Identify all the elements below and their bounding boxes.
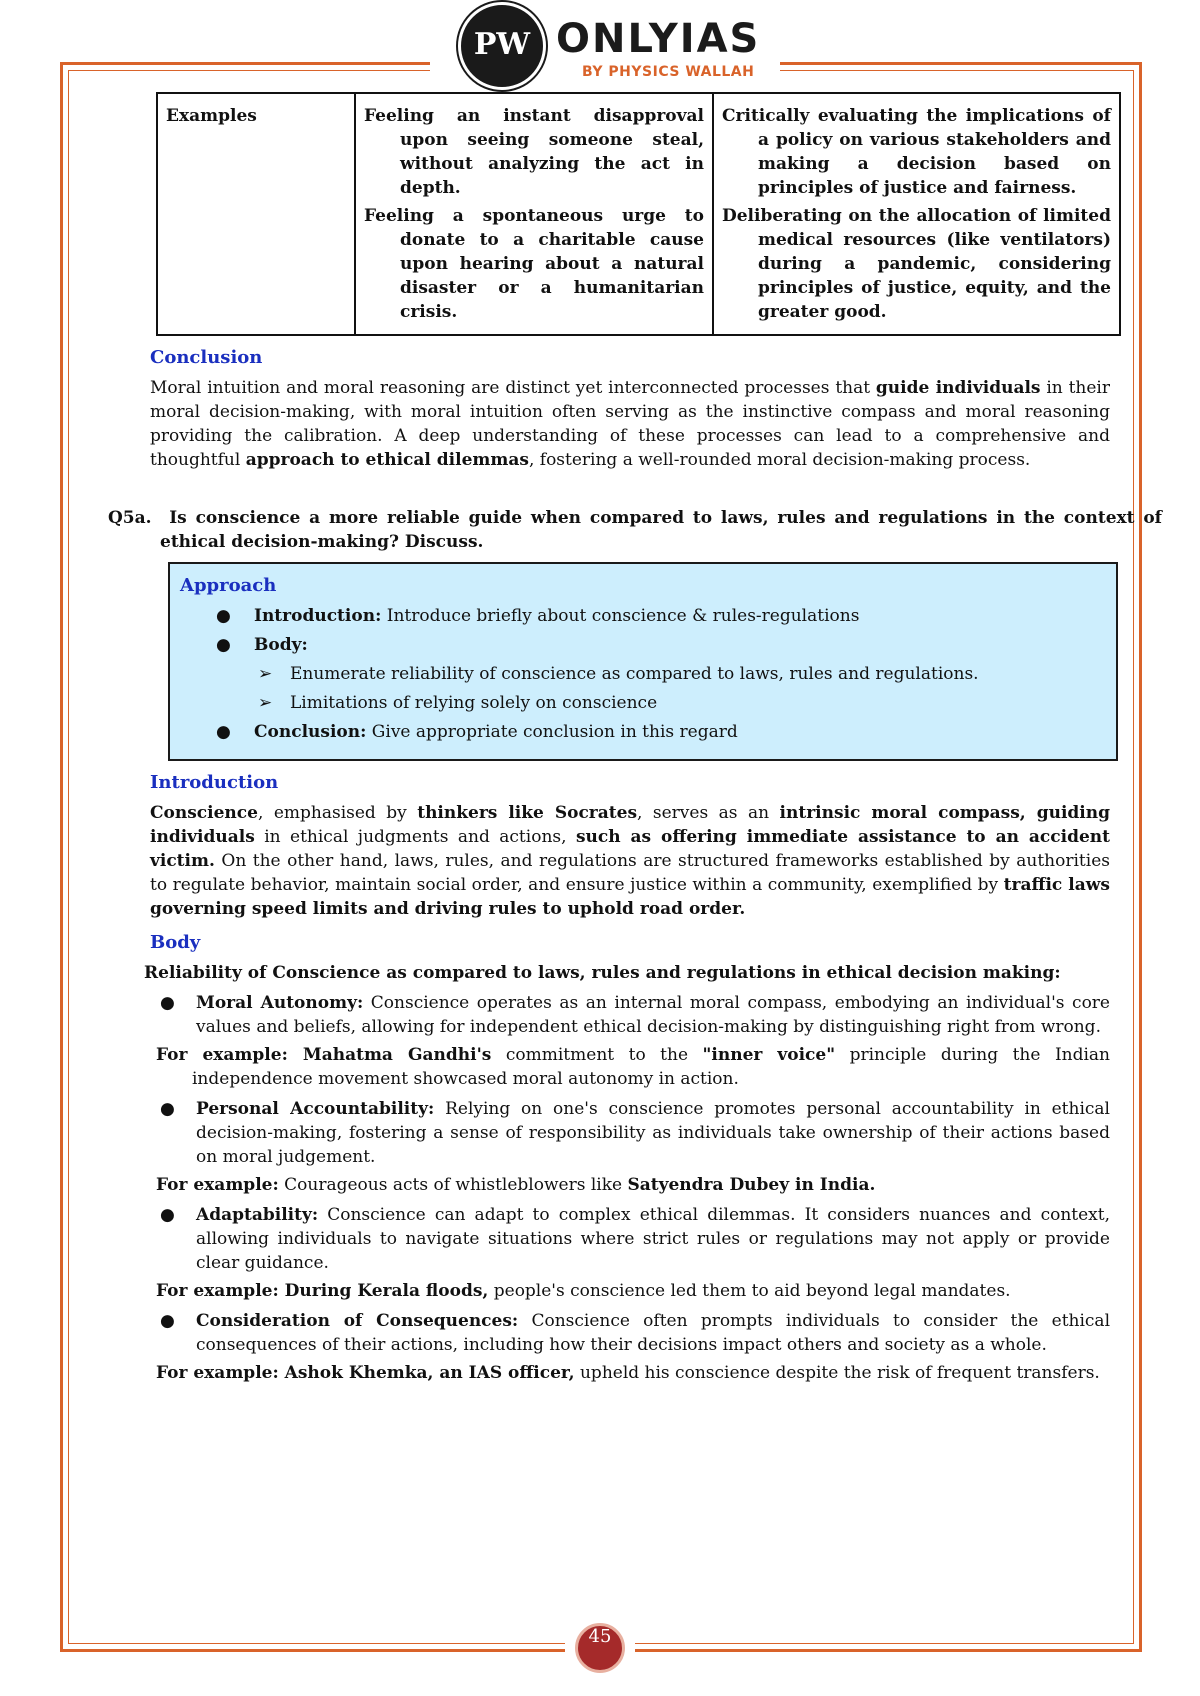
example-line — [150, 1279, 1110, 1303]
list-item — [150, 991, 1110, 1039]
text: , serves as an — [637, 803, 780, 823]
brand-name: ONLYIAS — [556, 16, 761, 62]
list-item — [150, 1097, 1110, 1169]
text: Conscience can adapt to complex ethical dilemmas. It considers nuances and context, allowing individuals to navigate situations where strict rules or regulations may not apply or provide clear guidance. — [196, 1205, 1110, 1273]
approach-item — [180, 633, 1104, 657]
bullet-icon: ● — [160, 993, 175, 1013]
label: Introduction: — [254, 606, 382, 626]
body-lead: Reliability of Conscience as compared to laws, rules and regulations in ethical decision making: — [144, 963, 1061, 983]
text: in ethical judgments and actions, — [254, 827, 576, 847]
text: Conscience often prompts individuals to consider the ethical consequences of their actions, including how their decisions impact others and society as a whole. — [196, 1311, 1111, 1355]
introduction-heading: Introduction — [150, 772, 279, 793]
table-cell-intuition — [355, 93, 713, 335]
label: Adaptability: — [196, 1205, 319, 1225]
question-number: Q5a. — [108, 508, 152, 528]
list-item — [150, 1203, 1110, 1275]
arrow-bullet-icon: ➢ — [258, 693, 273, 713]
bold-text: intrinsic moral compass, guiding individuals — [150, 803, 1111, 847]
approach-subitem — [180, 662, 1104, 686]
text: in their moral decision-making, with moral intuition often serving as the instinctive compass and moral reasoning providing the calibration. A deep understanding of these processes can lead to a comprehensive and thoughtful — [150, 378, 1110, 470]
row-label: Examples — [166, 106, 257, 126]
conclusion-paragraph — [150, 376, 1110, 472]
approach-subitem — [180, 691, 1104, 715]
text: upheld his conscience despite the risk of frequent transfers. — [574, 1363, 1100, 1383]
introduction-paragraph — [150, 801, 1110, 921]
label: For example: — [156, 1045, 288, 1065]
bold-text: guide individuals — [875, 378, 1041, 398]
bold-text: Conscience — [150, 803, 258, 823]
list-item — [150, 1309, 1110, 1357]
label: Moral Autonomy: — [196, 993, 364, 1013]
body-heading: Body — [150, 932, 201, 953]
example-line — [150, 1043, 1110, 1091]
example-line — [150, 1361, 1110, 1385]
approach-item — [180, 604, 1104, 628]
text: Moral intuition and moral reasoning are distinct yet interconnected processes that — [150, 378, 876, 398]
example-line — [150, 1173, 1110, 1197]
text: On the other hand, laws, rules, and regulations are structured frameworks established by authorities to regulate behavior, maintain social order, and ensure justice within a community, exemplified by — [150, 851, 1110, 895]
label: Consideration of Consequences: — [196, 1311, 519, 1331]
label: Body: — [254, 635, 308, 655]
bullet-icon: ● — [216, 606, 231, 626]
pw-logo-mark: PW — [473, 27, 531, 62]
label: Conclusion: — [254, 722, 367, 742]
page-number: 45 — [575, 1623, 625, 1673]
text: Enumerate reliability of conscience as compared to laws, rules and regulations. — [290, 664, 979, 684]
example-item: Feeling an instant disapproval upon seeing someone steal, without analyzing the act in depth. — [364, 106, 704, 198]
bold-text: such as offering immediate assistance to an accident victim. — [150, 827, 1110, 871]
text: people's conscience led them to aid beyond legal mandates. — [488, 1281, 1011, 1301]
bullet-icon: ● — [160, 1311, 175, 1331]
approach-box — [168, 562, 1118, 761]
example-item: Feeling a spontaneous urge to donate to a charitable cause upon hearing about a natural disaster or a humanitarian crisis. — [364, 206, 704, 322]
label: For example: During Kerala floods, — [156, 1281, 489, 1301]
bold-text: traffic laws governing speed limits and driving rules to uphold road order. — [150, 875, 1110, 919]
example-item: Deliberating on the allocation of limited medical resources (like ventilators) during a pandemic, considering principles of justice, equity, and the greater good. — [722, 206, 1111, 322]
bold-text: thinkers like Socrates — [417, 803, 638, 823]
label: Personal Accountability: — [196, 1099, 435, 1119]
brand-subtitle: BY PHYSICS WALLAH — [582, 64, 755, 80]
bold-text: "inner voice" — [702, 1045, 836, 1065]
table-row — [157, 93, 1120, 335]
bold-text: Mahatma Gandhi's — [287, 1045, 492, 1065]
text: Relying on one's conscience promotes personal accountability in ethical decision-making, fostering a sense of responsibility as individuals take ownership of their actions based on moral judgement. — [196, 1099, 1110, 1167]
pw-logo-icon — [458, 2, 546, 90]
text: principle during the Indian independence movement showcased moral autonomy in action. — [192, 1045, 1111, 1089]
approach-heading: Approach — [180, 575, 277, 596]
bold-text: Satyendra Dubey in India. — [627, 1175, 876, 1195]
text: commitment to the — [491, 1045, 703, 1065]
brand-logo — [458, 2, 761, 88]
approach-item — [180, 720, 1104, 744]
bullet-icon: ● — [216, 722, 231, 742]
text: Give appropriate conclusion in this regard — [366, 722, 738, 742]
label: For example: — [156, 1175, 279, 1195]
text: Limitations of relying solely on conscience — [290, 693, 658, 713]
text: Conscience operates as an internal moral compass, embodying an individual's core values and beliefs, allowing for independent ethical decision-making by distinguishing right from wrong. — [196, 993, 1110, 1037]
table-cell-label — [157, 93, 355, 335]
text: Courageous acts of whistleblowers like — [278, 1175, 628, 1195]
text: , fostering a well-rounded moral decision-making process. — [528, 450, 1031, 470]
arrow-bullet-icon: ➢ — [258, 664, 273, 684]
table-cell-reasoning — [713, 93, 1120, 335]
question — [108, 506, 1162, 554]
bullet-icon: ● — [160, 1099, 175, 1119]
conclusion-heading: Conclusion — [150, 347, 263, 368]
text: , emphasised by — [257, 803, 418, 823]
bold-text: approach to ethical dilemmas — [245, 450, 529, 470]
comparison-table — [156, 92, 1121, 336]
page-content — [108, 92, 1162, 1389]
text: Introduce briefly about conscience & rules-regulations — [381, 606, 860, 626]
bullet-icon: ● — [160, 1205, 175, 1225]
label: For example: Ashok Khemka, an IAS officer, — [156, 1363, 575, 1383]
question-text: Is conscience a more reliable guide when compared to laws, rules and regulations in the context of ethical decision-making? Discuss. — [160, 508, 1162, 552]
example-item: Critically evaluating the implications of a policy on various stakeholders and making a decision based on principles of justice and fairness. — [722, 106, 1111, 198]
bullet-icon: ● — [216, 635, 231, 655]
